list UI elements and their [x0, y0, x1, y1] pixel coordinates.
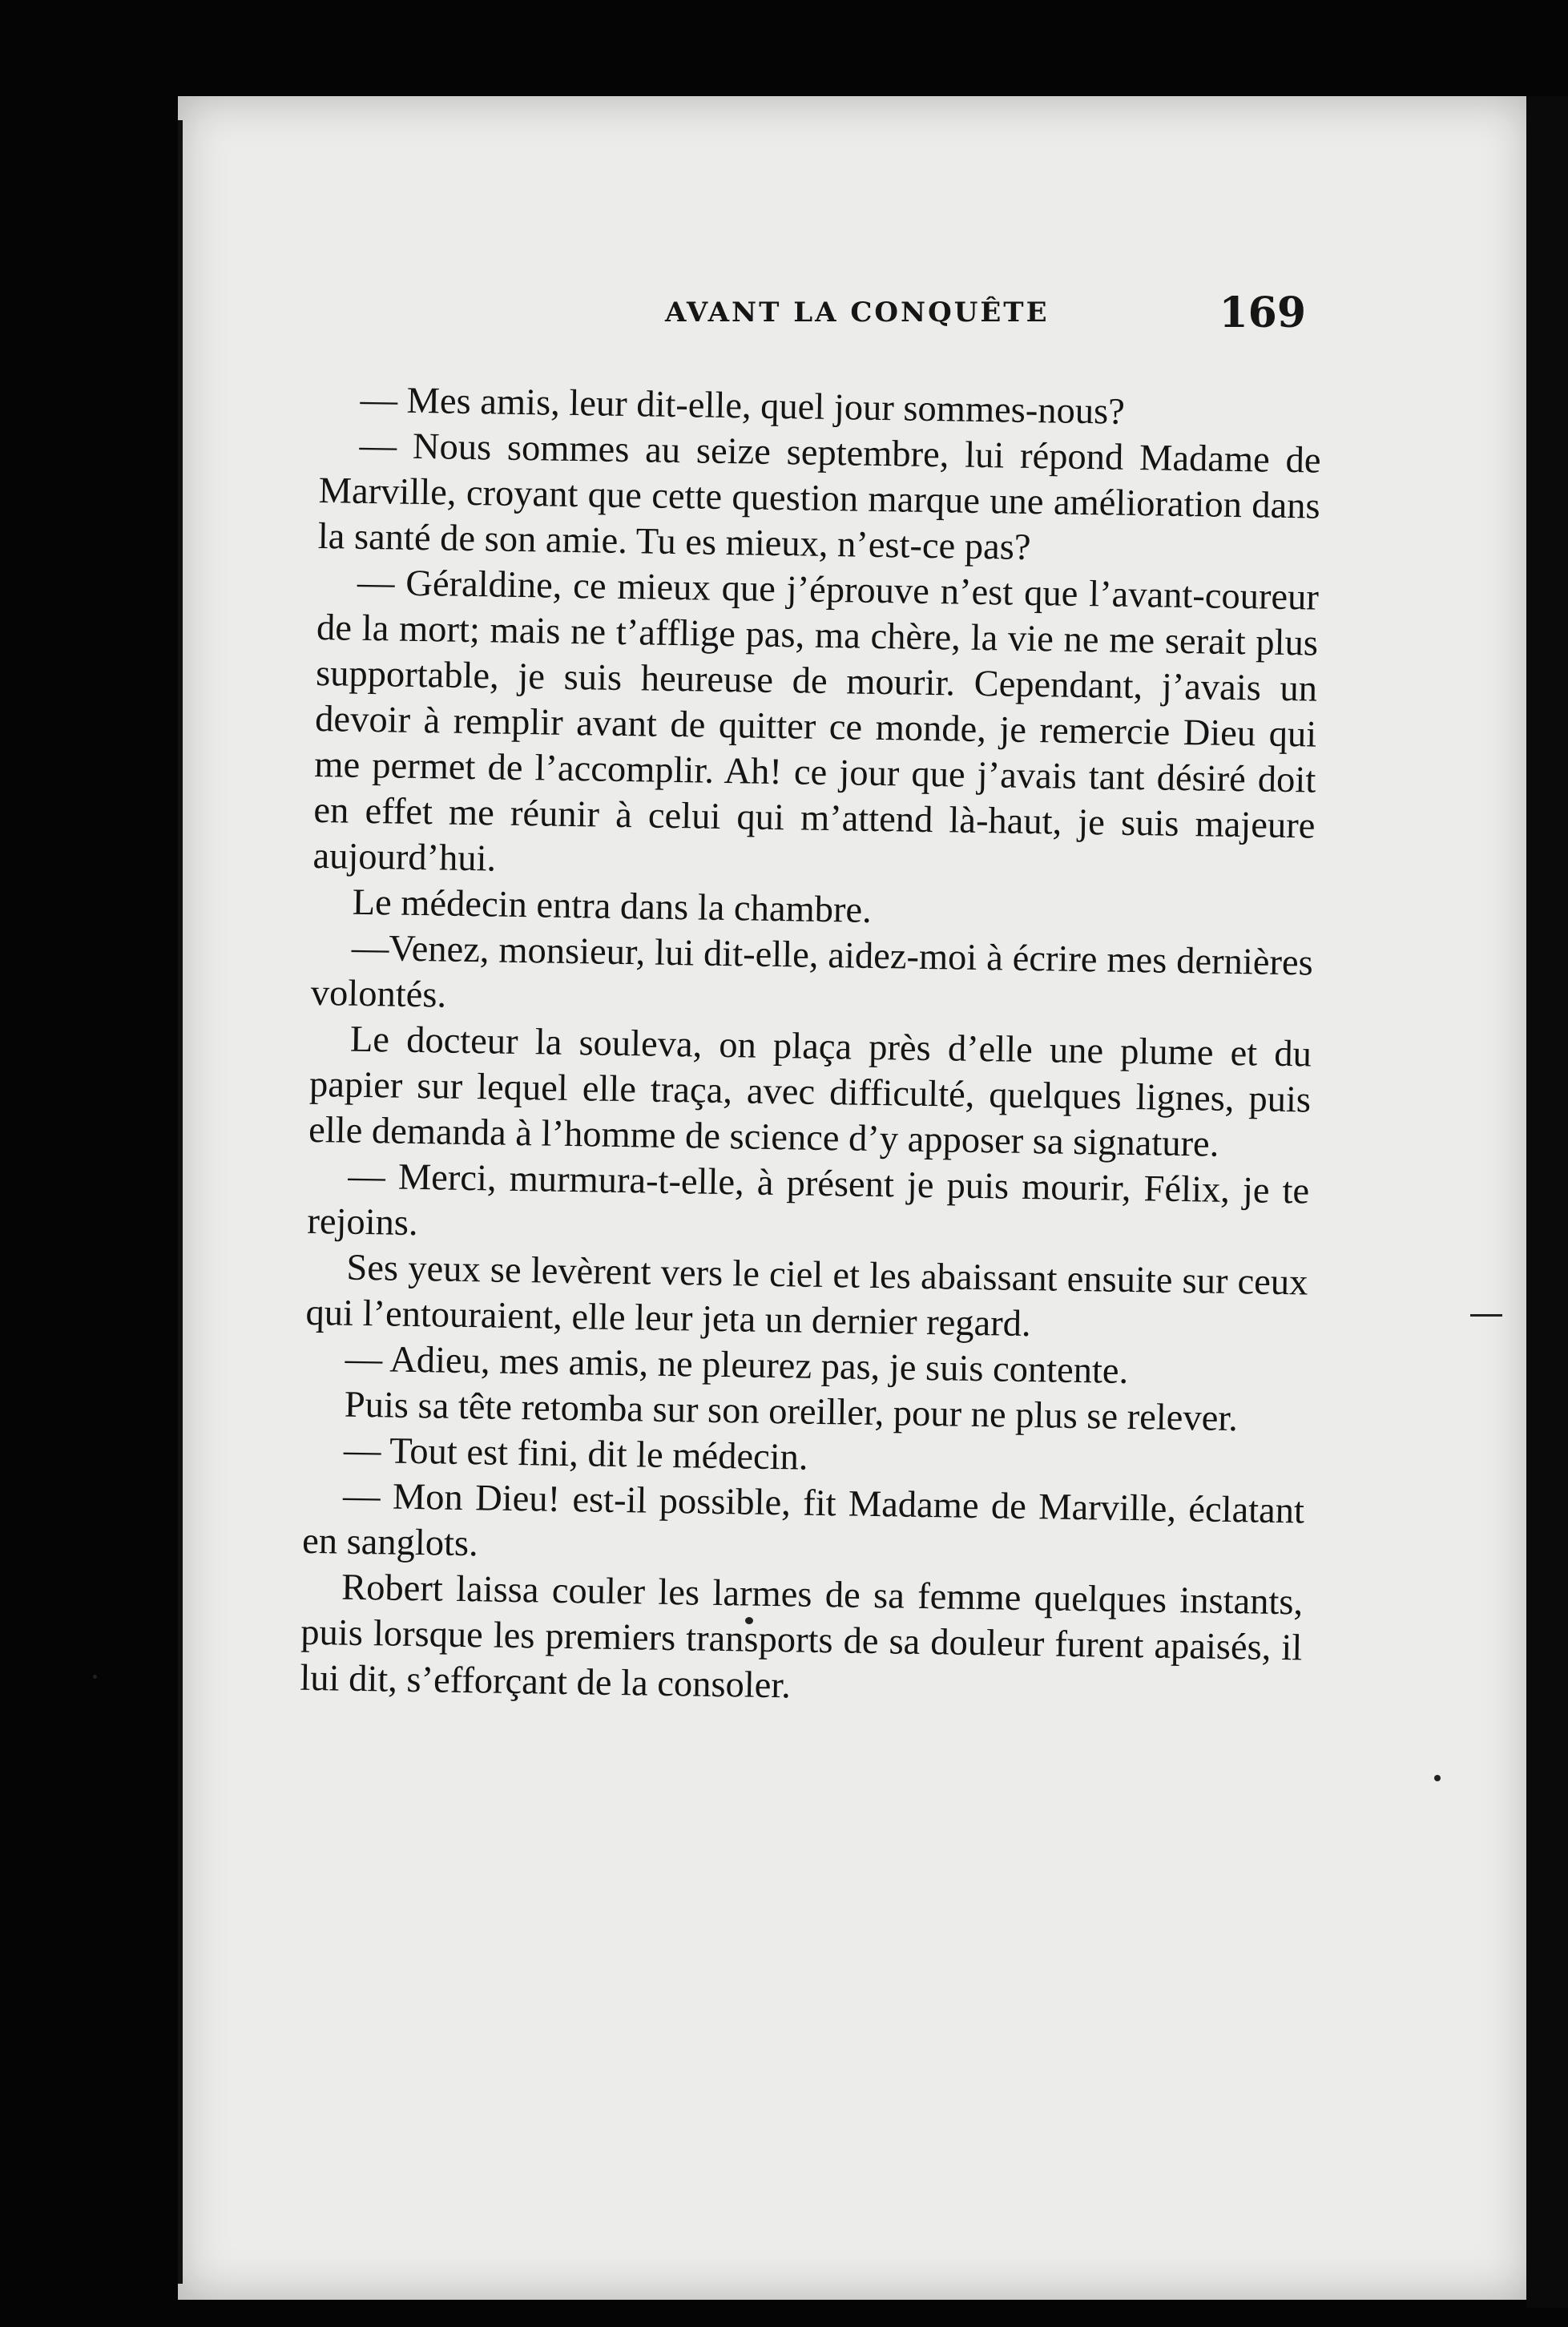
- page-header: [320, 288, 1330, 361]
- page-edge-shadow: [178, 120, 183, 2284]
- paragraph: — Géraldine, ce mieux que j’éprouve n’est que l’avant-coureur de la mort; mais ne t’afflige pas, ma chère, la vie ne me serait plus supportable, je suis heureuse de mourir. Cependant, j’avais un devoir à remplir avant de quitter ce monde, je remercie Dieu qui me permet de l’accomplir. Ah! ce jour que j’avais tant désiré doit en effet me réunir à celui qui m’attend là-haut, je suis majeure aujourd’hui.: [312, 562, 1320, 880]
- paragraph: — Tout est fini, dit le médecin.: [343, 1430, 808, 1478]
- running-title: AVANT LA CONQUÊTE: [665, 296, 1050, 329]
- scan-border: [1526, 96, 1568, 2308]
- paragraph: — Mes amis, leur dit-elle, quel jour sommes-nous?: [360, 379, 1126, 433]
- dust-speck: [1470, 1314, 1502, 1317]
- paragraph: — Merci, murmura-t-elle, à présent je puis mourir, Félix, je te rejoins.: [307, 1155, 1310, 1244]
- dust-speck: [1434, 1775, 1441, 1781]
- paragraph: — Adieu, mes amis, ne pleurez pas, je suis contente.: [345, 1338, 1129, 1392]
- body-text: [300, 377, 1322, 1716]
- paragraph: —Venez, monsieur, lui dit-elle, aidez-moi à écrire mes dernières volontés.: [310, 927, 1314, 1016]
- page-number: 169: [1219, 288, 1306, 337]
- paragraph: Le médecin entra dans la chambre.: [352, 881, 873, 931]
- paragraph: Ses yeux se levèrent vers le ciel et les abaissant ensuite sur ceux qui l’entouraient, elle leur jeta un dernier regard.: [305, 1247, 1308, 1345]
- paragraph: Puis sa tête retomba sur son oreiller, pour ne plus se relever.: [344, 1384, 1239, 1440]
- paragraph: Le docteur la souleva, on plaça près d’elle une plume et du papier sur lequel elle traça, avec difficulté, quelques lignes, puis elle demanda à l’homme de science d’y apposer sa signature.: [308, 1018, 1312, 1165]
- dust-speck: [93, 1675, 97, 1679]
- paragraph: — Mon Dieu! est-il possible, fit Madame de Marville, éclatant en sanglots.: [301, 1475, 1305, 1565]
- paragraph: — Nous sommes au seize septembre, lui répond Madame de Marville, croyant que cette question marque une amélioration dans la santé de son amie. Tu es mieux, n’est-ce pas?: [317, 425, 1321, 568]
- paragraph: Robert laissa couler les larmes de sa femme quelques instants, puis lorsque les premiers transports de sa douleur furent apaisés, il lui dit, s’efforçant de la consoler.: [300, 1567, 1304, 1707]
